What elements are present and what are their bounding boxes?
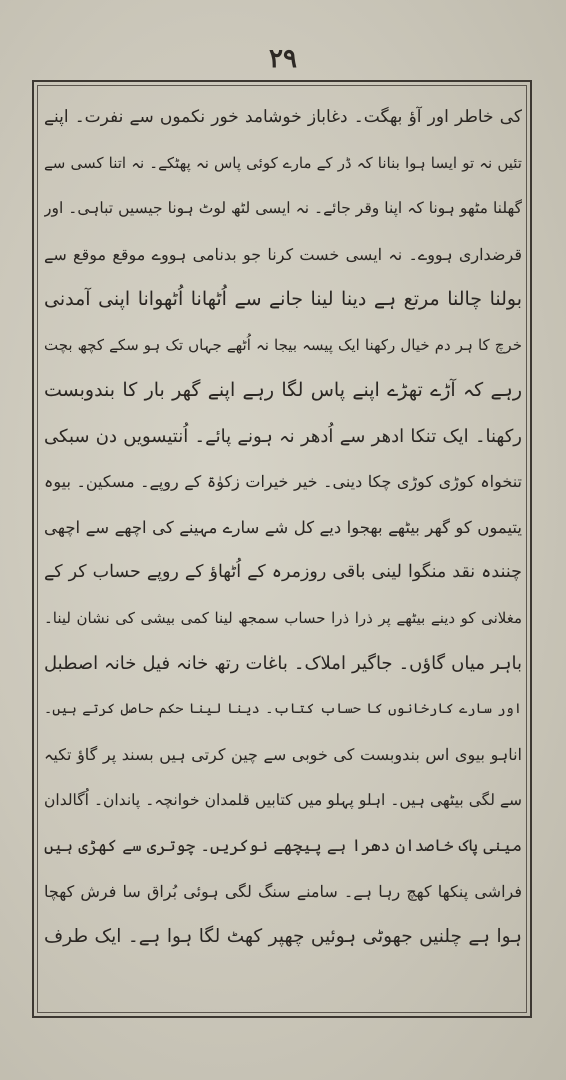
text-line: مینی پاک خاصدان دھرا ہے پیچھے نوکریں۔ چوتری سے کھڑی ہیں [44, 836, 522, 855]
text-line: چنندہ نقد منگوا لینی باقی روزمرہ کے اُٹھاؤ کے روپے حساب کر کے [44, 562, 522, 582]
text-line: سے لگی بیٹھی ہیں۔ اہلو پہلو میں کتابیں قلمدان خوانچہ۔ پاندان۔ اُگالدان [44, 790, 522, 809]
text-line: بولنا چالنا مرتع ہے دینا لینا جانے سے اُٹھانا اُٹھوانا اپنی آمدنی [44, 288, 522, 310]
text-line: فراشی پنکھا کھچ رہا ہے۔ سامنے سنگ لگی ہوئی بُراق سا فرش کھچا [44, 881, 522, 901]
text-line: کی خاطر اور آؤ بھگت۔ دغاباز خوشامد خور نکموں سے نفرت۔ اپنے [44, 107, 522, 127]
text-line: اناہو بیوی اس بندوبست کی خوبی سے چین کرتی ہیں بسند پر گاؤ تکیہ [44, 745, 522, 764]
text-line: باہر میاں گاؤں۔ جاگیر املاک۔ باغات رتھ خانہ فیل خانہ اصطبل [44, 653, 522, 674]
text-line: ہوا ہے چلنیں جھوٹی ہوئیں چھپر کھٹ لگا ہوا ہے۔ ایک طرف [44, 926, 522, 947]
text-line: تئیں نہ تو ایسا ہوا بنانا کہ ڈر کے مارے کوئی پاس نہ پھٹکے۔ نہ اتنا کسی سے [44, 153, 522, 172]
text-line: گھلنا مٹھو ہونا کہ اپنا وقر جائے۔ نہ ایسی لٹھ لوٹ ہونا جیسیں تباہی۔ اور [44, 199, 522, 217]
text-line: تنخواہ کوڑی کوڑی چکا دینی۔ خیر خیرات زکوٰۃ کے روپے۔ مسکین۔ بیوہ [44, 472, 522, 491]
text-line: رکھنا۔ ایک تنکا ادھر سے اُدھر نہ ہونے پائے۔ اُنتیسویں دن سبکی [44, 425, 522, 447]
text-line: قرضداری ہووے۔ نہ ایسی خست کرنا جو بدنامی ہووے موقع موقع سے [44, 244, 522, 264]
urdu-text-body [44, 95, 522, 1005]
text-line: رہے کہ آڑے تھڑے اپنے پاس لگا رہے اپنے گھر بار کا بندوبست [44, 379, 522, 401]
text-line: اور سارے کارخانوں کا حساب کتاب۔ دینا لینا حکم حاصل کرتے ہیں۔ [44, 700, 522, 717]
text-line: یتیموں کو گھر بیٹھے بھجوا دیے کل شے سارے مہینے کی اچھے سے اچھی [44, 517, 522, 537]
text-line: مغلانی کو دینے بیٹھے پر ذرا ذرا حساب سمجھ لینا کمی بیشی کی نشان لینا۔ [44, 608, 522, 627]
page-number: ۲۹ [269, 44, 297, 74]
text-line: خرچ کا ہر دم خیال رکھنا ایک پیسہ بیجا نہ اُٹھے جہاں تک ہو سکے کچھ بچت [44, 335, 522, 354]
